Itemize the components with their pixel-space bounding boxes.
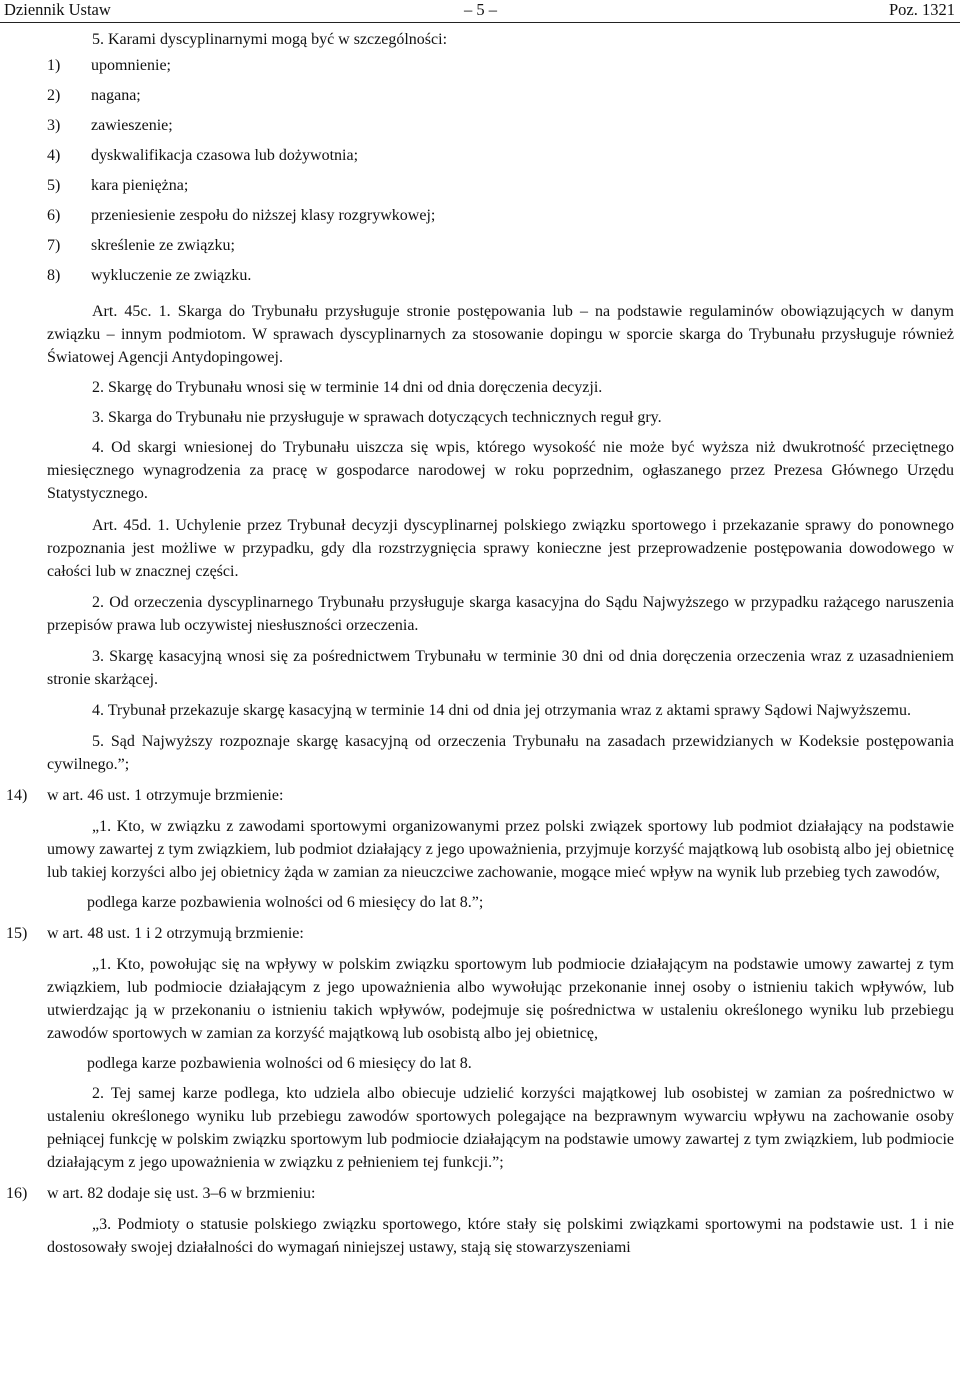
art-45d-para-3: 3. Skargę kasacyjną wnosi się za pośrednictwem Trybunału w terminie 30 dni od dnia doręczenia orzeczenia wraz z uzasadnieniem stronie skarżącej. [47,648,954,688]
item-14-content [0,815,960,884]
item-intro: w art. 48 ust. 1 i 2 otrzymują brzmienie: [47,925,304,942]
amendment-item-14 [0,784,960,807]
item-15-content-2 [0,1082,960,1174]
amendment-item-15 [0,922,960,945]
art-45d-para-5: 5. Sąd Najwyższy rozpoznaje skargę kasacyjną od orzeczenia Trybunału na zasadach przewidzianych w Kodeksie postępowania cywilnego.”; [47,733,954,773]
position-number: Poz. 1321 [889,0,955,19]
publication-title: Dziennik Ustaw [4,0,111,19]
item-15-penalty: podlega karze pozbawienia wolności od 6 miesięcy do lat 8. [87,1055,472,1072]
item-number: 15) [6,925,28,942]
item-intro: w art. 82 dodaje się ust. 3–6 w brzmieniu: [47,1185,316,1202]
document-body [0,30,960,1259]
penalty-list [0,51,960,291]
list-item: 6) przeniesienie zespołu do niższej klasy rozgrywkowej; [47,207,436,224]
item-14-penalty: podlega karze pozbawienia wolności od 6 miesięcy do lat 8.”; [87,894,484,911]
item-number: 14) [6,787,28,804]
art-45c-para-4: 4. Od skargi wniesionej do Trybunału uiszcza się wpis, którego wysokość nie może być wyższa niż dwukrotność przeciętnego miesięcznego wynagrodzenia za pracę w gospodarce narodowej w roku poprzednim, ogłaszanego przez Prezesa Głównego Urzędu Statystycznego. [47,439,954,502]
item-15-body-1: „1. Kto, powołując się na wpływy w polskim związku sportowym lub podmiocie działającym na podstawie umowy zawartej z tym związkiem, lub podmiocie działającym z jego upoważnienia albo wywołując przekonanie innej osoby o istnieniu takich wpływów, lub utwierdzając ją w przekonaniu o istnieniu takich wpływów, podejmuje się pośrednictwa w ustaleniu określonego wyniku lub przebiegu zawodów sportowych w zamian za korzyść majątkową lub osobistą albo jej obietnicę, [47,956,954,1042]
art-45d-para-2: 2. Od orzeczenia dyscyplinarnego Trybunału przysługuje skarga kasacyjna do Sądu Najwyższego w przypadku rażącego naruszenia przepisów prawa lub oczywistej niesłuszności orzeczenia. [47,594,954,634]
item-intro: w art. 46 ust. 1 otrzymuje brzmienie: [47,787,284,804]
page-header [0,0,960,23]
item-14-body: „1. Kto, w związku z zawodami sportowymi organizowanymi przez polski związek sportowy lub podmiot działający na podstawie umowy zawartej z tym związkiem, lub podmiot działający z jego upoważnienia, przyjmuje korzyść majątkową lub osobistą albo jej obietnicę lub takiej korzyści albo jej obietnicy żąda w zamian za nieuczciwe zachowanie, mogące mieć wpływ na wynik lub przebieg tych zawodów, [47,818,954,881]
item-16-body: „3. Podmioty o statusie polskiego związku sportowego, które stały się polskimi związkami sportowymi na podstawie ust. 1 i nie dostosowały swojej działalności do wymagań niniejszej ustawy, stają się stowarzyszeniami [47,1216,954,1256]
art-45c-para-2: 2. Skargę do Trybunału wnosi się w terminie 14 dni od dnia doręczenia decyzji. [92,379,603,396]
art-45d-para-4: 4. Trybunał przekazuje skargę kasacyjną w terminie 14 dni od dnia jej otrzymania wraz z aktami sprawy Sądowi Najwyższemu. [92,702,912,719]
article-45c [0,300,960,505]
art-45d-para-1: Art. 45d. 1. Uchylenie przez Trybunał decyzji dyscyplinarnej polskiego związku sportowego i przekazanie sprawy do ponownego rozpoznania jest możliwe w przypadku, gdy dla rozstrzygnięcia sprawy konieczne jest przeprowadzenie postępowania dowodowego w całości lub w znacznej części. [47,517,954,580]
list-item: 8) wykluczenie ze związku. [47,267,252,284]
amendment-item-16 [0,1182,960,1205]
list-item: 2) nagana; [47,87,141,104]
list-item: 5) kara pieniężna; [47,177,189,194]
list-item: 4) dyskwalifikacja czasowa lub dożywotnia; [47,147,359,164]
list-item: 7) skreślenie ze związku; [47,237,235,254]
section-5-intro: 5. Karami dyscyplinarnymi mogą być w szczególności: [92,31,448,48]
item-number: 16) [6,1185,28,1202]
art-45c-para-1: Art. 45c. 1. Skarga do Trybunału przysługuje stronie postępowania lub – na podstawie regulaminów obowiązujących w danym związku – innym podmiotom. W sprawach dyscyplinarnych za stosowanie dopingu w sporcie skarga do Trybunału przysługuje również Światowej Agencji Antydopingowej. [47,303,954,366]
item-16-content [0,1213,960,1259]
art-45c-para-3: 3. Skarga do Trybunału nie przysługuje w sprawach dotyczących technicznych reguł gry. [92,409,662,426]
item-15-content [0,953,960,1045]
list-item: 1) upomnienie; [47,57,171,74]
page-number: – 5 – [464,0,497,19]
item-15-body-2: 2. Tej samej karze podlega, kto udziela albo obiecuje udzielić korzyści majątkowej lub osobistej w zamian za pośrednictwo w ustaleniu określonego wyniku lub przebiegu zawodów sportowych polegające na bezprawnym wywarciu wpływu na zachowanie osoby pełniącej funkcję w polskim związku sportowym lub podmiocie działającym na podstawie umowy zawartej z tym związkiem, lub podmiocie działającym z jego upoważnienia w związku z pełnieniem tej funkcji.”; [47,1085,954,1171]
list-item: 3) zawieszenie; [47,117,173,134]
article-45d [0,514,960,776]
